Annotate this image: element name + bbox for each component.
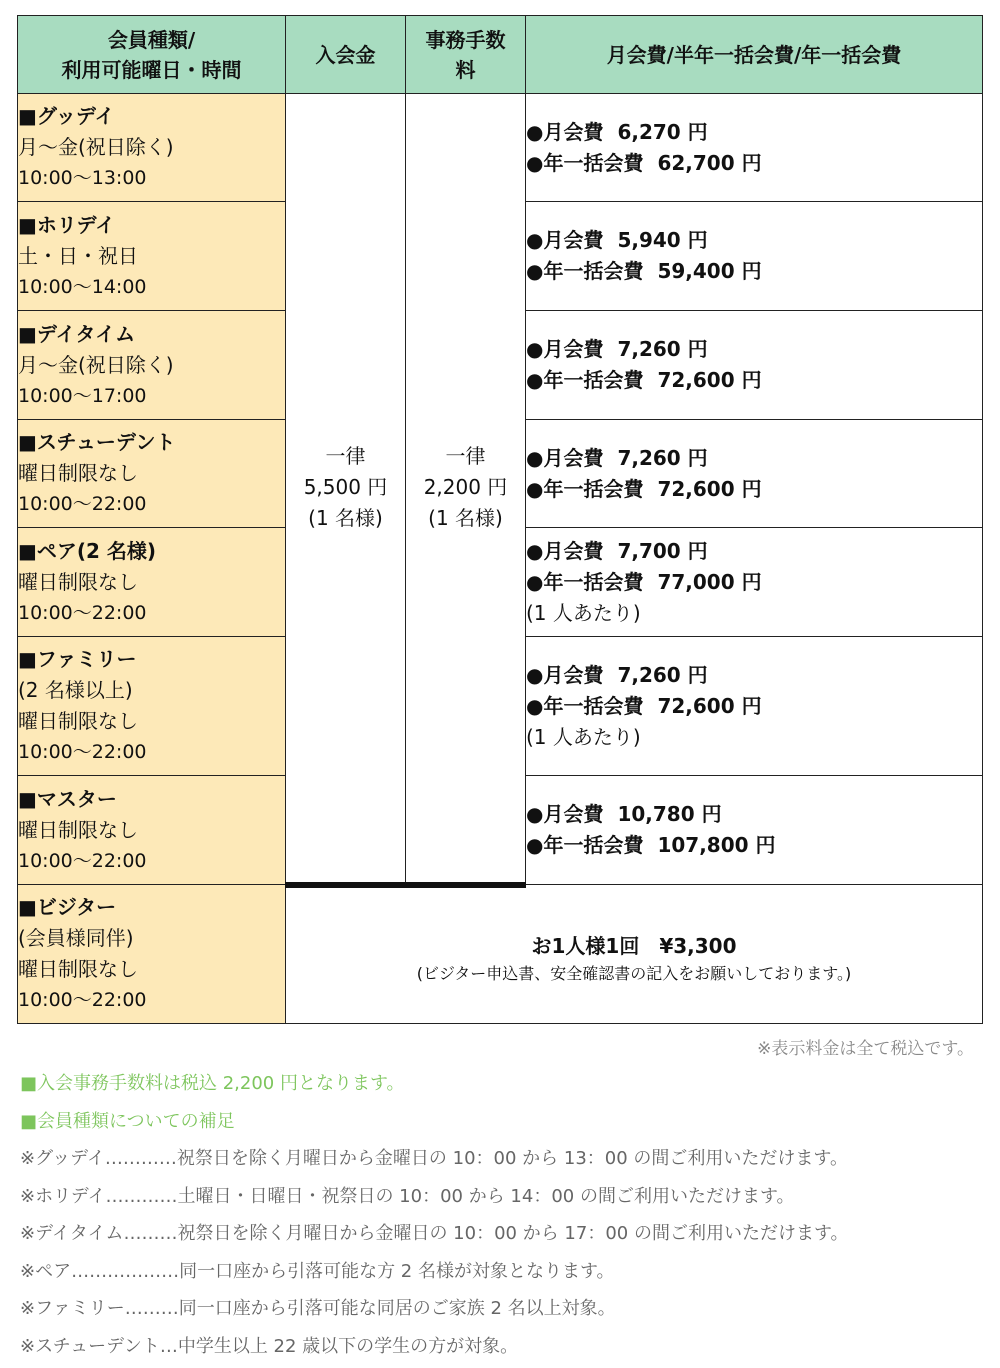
tax-included-note: ※表示料金は全て税込です。 — [757, 1034, 974, 1059]
member-type-cell: ■デイタイム 月～金(祝日除く) 10:00～17:00 — [18, 311, 286, 420]
visitor-row — [18, 885, 983, 1024]
member-type-cell: ■ホリデイ 土・日・祝日 10:00～14:00 — [18, 202, 286, 311]
member-type-cell: ■ビジター (会員様同伴) 曜日制限なし 10:00～22:00 — [18, 885, 286, 1024]
member-type-cell: ■グッデイ 月～金(祝日除く) 10:00～13:00 — [18, 94, 286, 202]
entry-fee-cell: 一律 5,500 円 (1 名様) — [286, 94, 406, 885]
member-type-cell: ■ペア(2 名様) 曜日制限なし 10:00～22:00 — [18, 528, 286, 637]
price-cell: ●月会費 7,260 円 ●年一括会費 72,600 円 — [526, 311, 983, 420]
price-cell: ●月会費 7,260 円 ●年一括会費 72,600 円 (1 人あたり) — [526, 637, 983, 776]
list-item: ※デイタイム………祝祭日を除く月曜日から金曜日の 10：00 から 17：00 の間ご利用いただけます。 — [20, 1218, 980, 1256]
list-item: ※グッデイ…………祝祭日を除く月曜日から金曜日の 10：00 から 13：00 の間ご利用いただけます。 — [20, 1143, 980, 1181]
list-item: ※ホリデイ…………土曜日・日曜日・祝祭日の 10：00 から 14：00 の間ご利用いただけます。 — [20, 1181, 980, 1219]
price-cell: ●月会費 6,270 円 ●年一括会費 62,700 円 — [526, 94, 983, 202]
list-item: ※ファミリー………同一口座から引落可能な同居のご家族 2 名以上対象。 — [20, 1293, 980, 1331]
price-cell: ●月会費 5,940 円 ●年一括会費 59,400 円 — [526, 202, 983, 311]
membership-fee-table — [17, 15, 983, 1024]
price-cell: ●月会費 7,700 円 ●年一括会費 77,000 円 (1 人あたり) — [526, 528, 983, 637]
admin-fee-cell: 一律 2,200 円 (1 名様) — [406, 94, 526, 885]
supplement-title: ■会員種類についての補足 — [20, 1106, 980, 1144]
member-type-cell: ■スチューデント 曜日制限なし 10:00～22:00 — [18, 420, 286, 528]
price-cell: ●月会費 10,780 円 ●年一括会費 107,800 円 — [526, 776, 983, 885]
header-admin-fee: 事務手数 料 — [406, 16, 526, 94]
list-item: ※スチューデント…中学生以上 22 歳以下の学生の方が対象。 — [20, 1331, 980, 1368]
member-type-cell: ■マスター 曜日制限なし 10:00～22:00 — [18, 776, 286, 885]
supplement-notes — [20, 1068, 980, 1368]
header-member-type: 会員種類/ 利用可能曜日・時間 — [18, 16, 286, 94]
table-header-row — [18, 16, 983, 94]
list-item: ※ペア………………同一口座から引落可能な方 2 名様が対象となります。 — [20, 1256, 980, 1294]
header-monthly-fee: 月会費/半年一括会費/年一括会費 — [526, 16, 983, 94]
visitor-price-cell: お1人様1回 ¥3,300 (ビジター申込書、安全確認書の記入をお願いしております。) — [286, 885, 983, 1024]
header-entry-fee: 入会金 — [286, 16, 406, 94]
table-row — [18, 94, 983, 202]
admin-fee-note: ■入会事務手数料は税込 2,200 円となります。 — [20, 1068, 980, 1106]
price-cell: ●月会費 7,260 円 ●年一括会費 72,600 円 — [526, 420, 983, 528]
member-type-cell: ■ファミリー (2 名様以上) 曜日制限なし 10:00～22:00 — [18, 637, 286, 776]
